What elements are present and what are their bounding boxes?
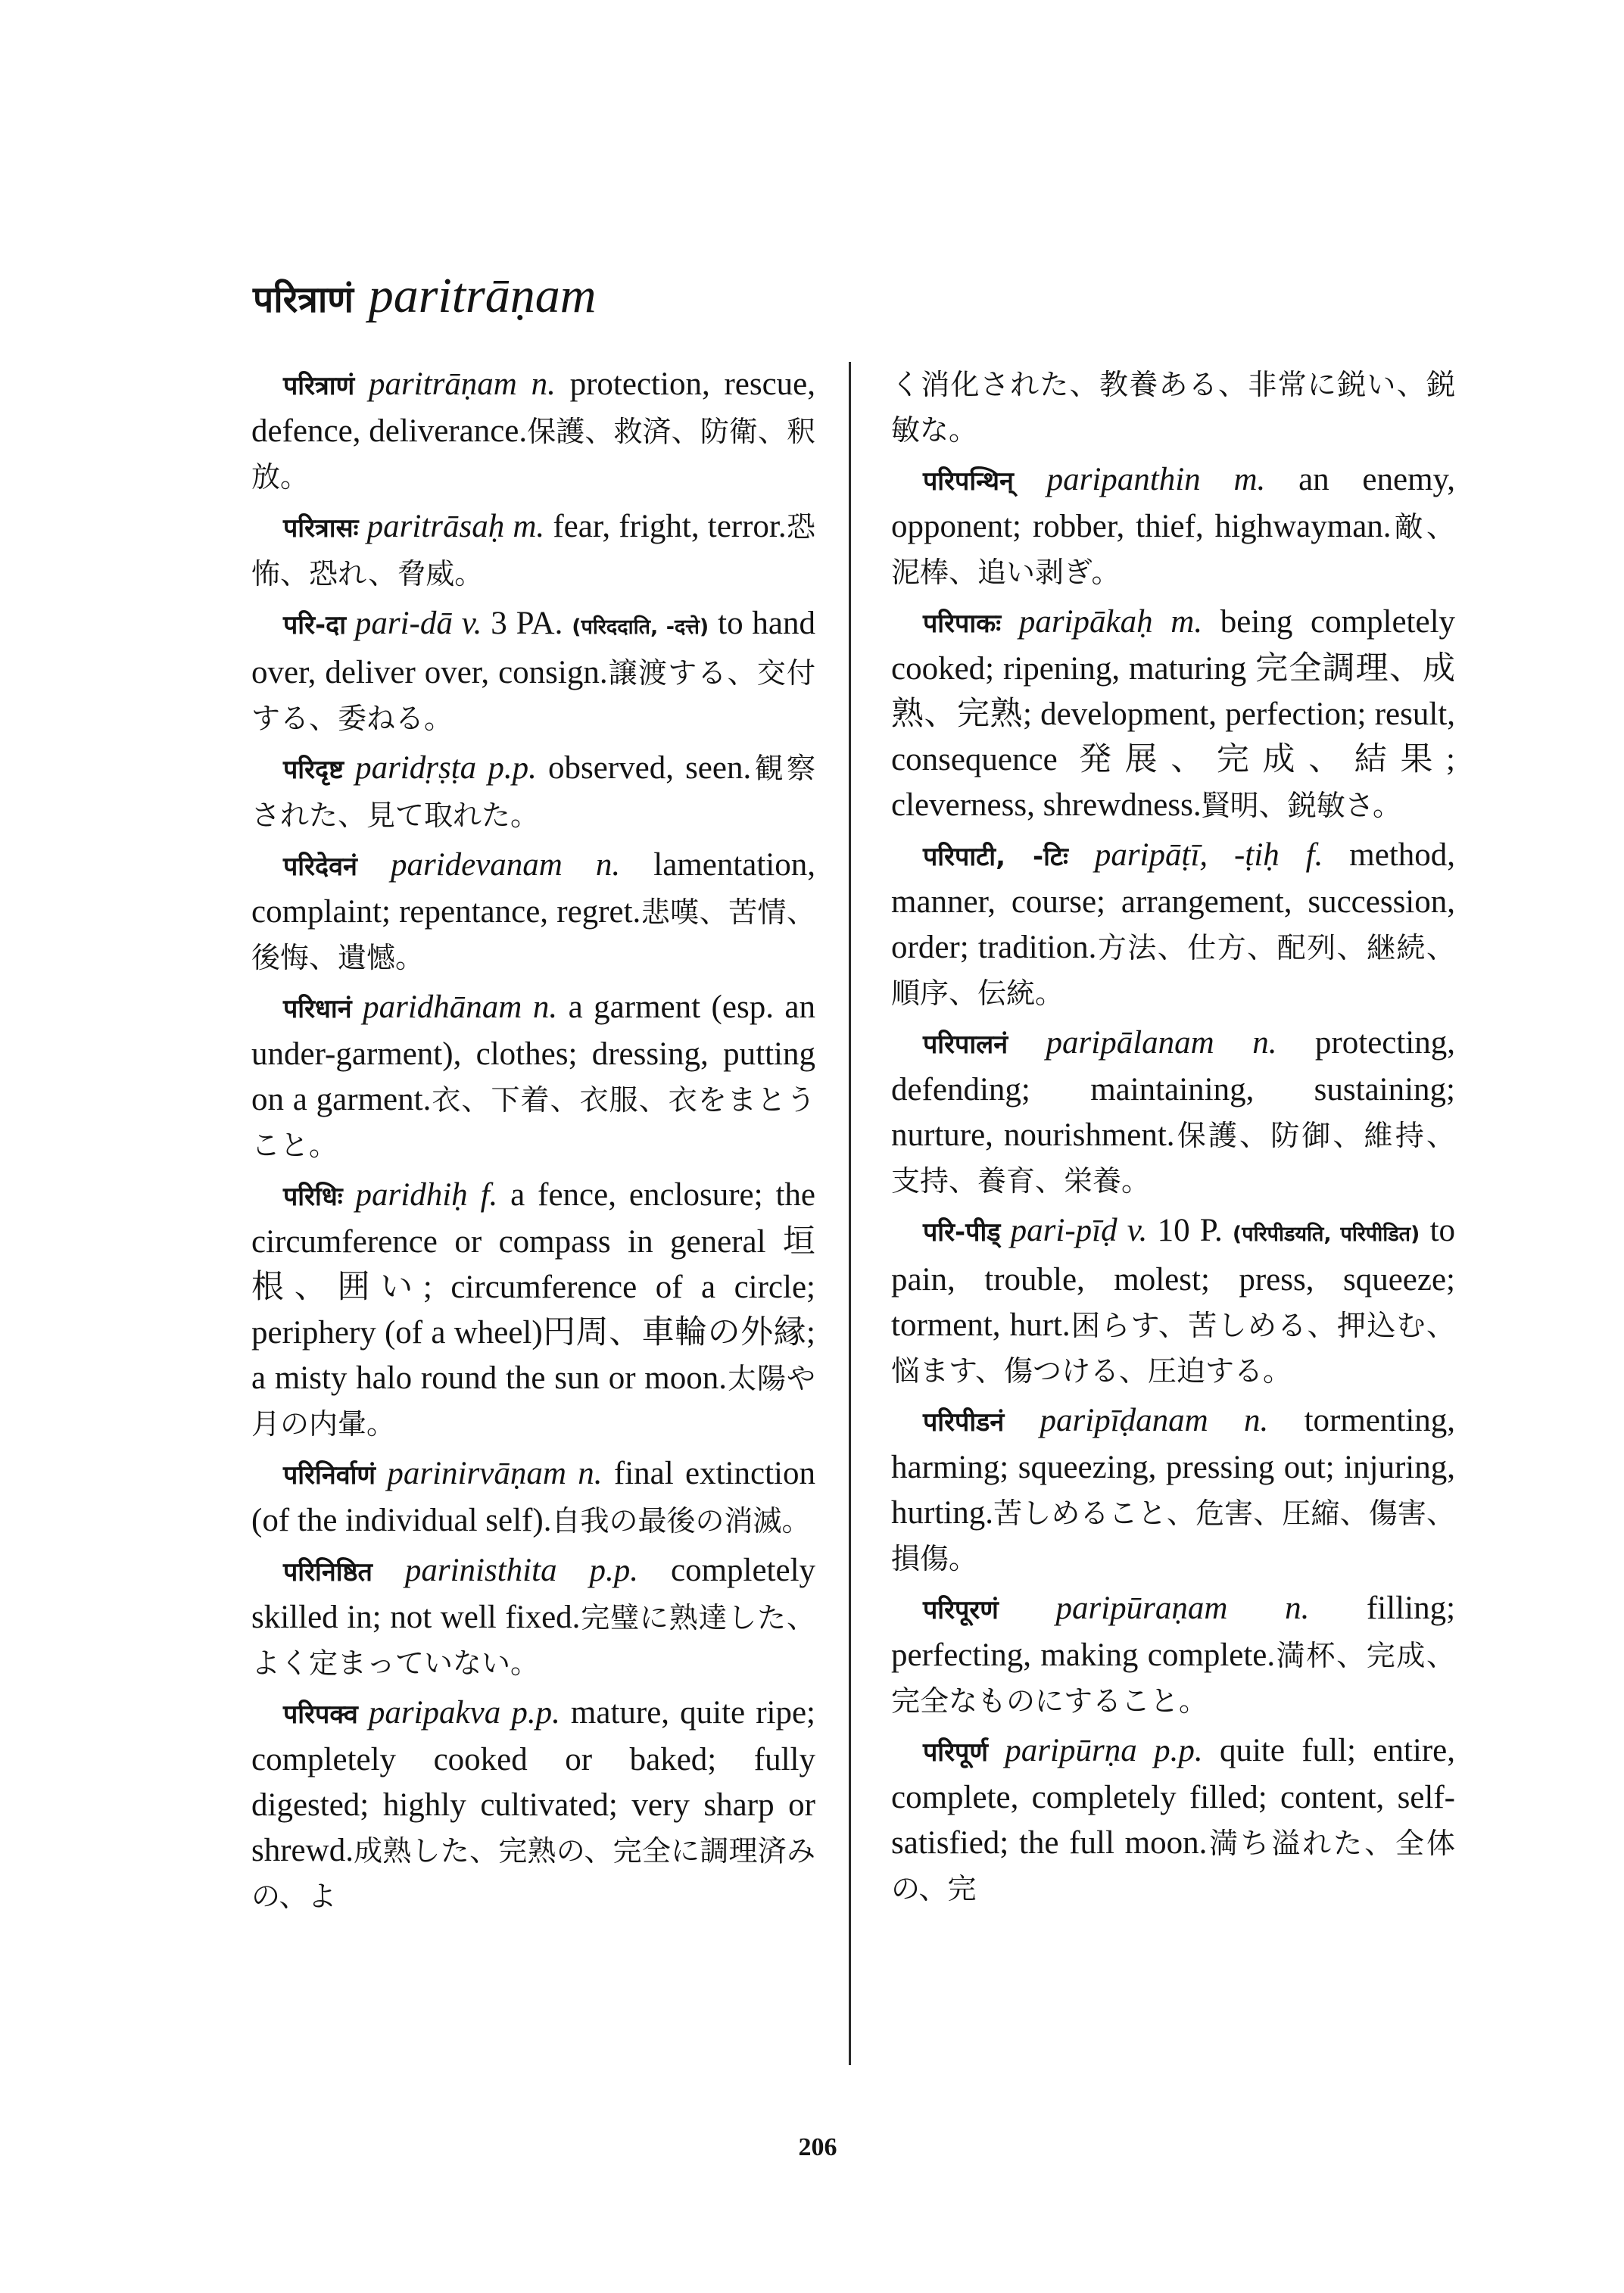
entry-headword: परिपूरणं bbox=[923, 1595, 999, 1625]
entry-japanese-gloss: 観察された、見て取れた。 bbox=[251, 752, 815, 832]
entry-transliteration: paridevanam bbox=[390, 847, 563, 883]
entry-transliteration: paridṛṣṭa bbox=[355, 750, 477, 786]
entry-transliteration: paripāṭī, -ṭiḥ bbox=[1094, 837, 1280, 873]
dictionary-entry bbox=[891, 1208, 1455, 1394]
entry-definition: lamentation, complaint; repentance, regret. bbox=[251, 847, 815, 930]
dictionary-entry bbox=[891, 1586, 1455, 1724]
entry-japanese-gloss: 保護、救済、防衛、釈放。 bbox=[251, 415, 815, 494]
dictionary-entry bbox=[251, 985, 815, 1168]
entry-transliteration: paripīḍanam bbox=[1040, 1403, 1208, 1438]
entry-verb-class: 3 PA. bbox=[491, 606, 563, 641]
entry-part-of-speech: p.p. bbox=[488, 750, 537, 786]
entry-transliteration: paritrāsaḥ bbox=[366, 509, 505, 544]
entry-japanese-gloss: 衣、下着、衣服、衣をまとうこと。 bbox=[251, 1083, 815, 1162]
dictionary-entry bbox=[891, 1398, 1455, 1581]
entry-headword: परिपक्व bbox=[283, 1699, 358, 1730]
entry-definition: filling; perfecting, making complete. bbox=[891, 1590, 1455, 1673]
dictionary-entry bbox=[251, 1451, 815, 1544]
entry-headword: परिपन्थिन् bbox=[923, 466, 1014, 497]
entry-part-of-speech: p.p. bbox=[511, 1695, 560, 1731]
entry-definition: protecting, defending; maintaining, sustaining; nurture, nourishment. bbox=[891, 1025, 1455, 1153]
page-number: 206 bbox=[798, 2133, 837, 2161]
entry-part-of-speech: n. bbox=[1285, 1590, 1310, 1626]
entry-transliteration: paripākaḥ bbox=[1018, 604, 1153, 640]
entry-definition: completely skilled in; not well fixed. bbox=[251, 1553, 815, 1635]
entry-definition: to hand over, deliver over, consign. bbox=[251, 606, 815, 690]
entry-japanese-gloss: 完璧に熟達した、よく定まっていない。 bbox=[251, 1601, 815, 1680]
entry-part-of-speech: n. bbox=[595, 847, 621, 883]
dictionary-entry bbox=[891, 600, 1455, 828]
entry-part-of-speech: n. bbox=[1252, 1025, 1277, 1061]
entry-transliteration: paripālanam bbox=[1046, 1025, 1214, 1061]
entry-headword: परित्रासः bbox=[283, 513, 359, 544]
entry-headword: परिपीडनं bbox=[923, 1407, 1005, 1438]
entry-transliteration: paridhiḥ bbox=[355, 1177, 468, 1213]
entry-definition: mature, quite ripe; completely cooked or baked; fully digested; highly cultivated; very sharp or shrewd. bbox=[251, 1695, 815, 1868]
entry-headword: परिदृष्ट bbox=[283, 755, 344, 785]
entry-part-of-speech: m. bbox=[1233, 462, 1266, 497]
entry-transliteration: paripakva bbox=[368, 1695, 501, 1731]
entry-transliteration: parinirvāṇam bbox=[387, 1456, 566, 1491]
dictionary-entry bbox=[251, 504, 815, 597]
entry-japanese-gloss: 満杯、完成、完全なものにすること。 bbox=[891, 1639, 1455, 1718]
entry-definition: quite full; entire, complete, completely filled; content, self-satisfied; the full moon. bbox=[891, 1733, 1455, 1861]
entry-japanese-gloss: 太陽や月の内暈。 bbox=[251, 1362, 815, 1441]
left-column bbox=[251, 362, 815, 2069]
entry-headword: परि-पीड् bbox=[923, 1217, 1001, 1248]
entry-verb-forms: (परिददाति, -दत्ते) bbox=[572, 615, 709, 639]
entry-japanese-gloss: 苦しめること、危害、圧縮、傷害、損傷。 bbox=[891, 1497, 1455, 1575]
entry-headword: परि-दा bbox=[283, 610, 346, 640]
entry-part-of-speech: f. bbox=[480, 1177, 498, 1213]
entry-headword: परिदेवनं bbox=[283, 852, 357, 882]
entry-definition: a garment (esp. an under-garment), clothes; dressing, putting on a garment. bbox=[251, 989, 815, 1117]
dictionary-entry bbox=[251, 1690, 815, 1919]
entry-definition: tormenting, harming; squeezing, pressing out; injuring, hurting. bbox=[891, 1403, 1455, 1531]
right-column bbox=[891, 362, 1455, 2069]
header-headword-transliteration: paritrāṇam bbox=[368, 268, 597, 323]
entry-verb-class: 10 P. bbox=[1157, 1213, 1223, 1248]
entry-japanese-gloss: 成熟した、完熟の、完全に調理済みの、よ bbox=[251, 1834, 815, 1913]
dictionary-entry bbox=[251, 1173, 815, 1447]
entry-japanese-gloss: 賢明、鋭敏さ。 bbox=[1201, 789, 1402, 822]
entry-definition: protection, rescue, defence, deliverance. bbox=[251, 366, 815, 449]
entry-headword: परिपाकः bbox=[923, 609, 1002, 639]
entry-japanese-gloss: 恐怖、恐れ、脅威。 bbox=[251, 510, 815, 590]
entry-headword: परिपाटी, -टिः bbox=[923, 842, 1068, 872]
entry-verb-forms: (परिपीडयति, परिपीडित) bbox=[1232, 1223, 1420, 1246]
entry-definition: method, manner, course; arrangement, succession, order; tradition. bbox=[891, 837, 1455, 965]
entry-part-of-speech: p.p. bbox=[589, 1553, 639, 1588]
entry-japanese-gloss: く消化された、教養ある、非常に鋭い、鋭敏な。 bbox=[891, 368, 1455, 447]
entry-japanese-gloss: 譲渡する、交付する、委ねる。 bbox=[251, 656, 815, 735]
entry-headword: परिधिः bbox=[283, 1182, 343, 1212]
dictionary-entry bbox=[251, 362, 815, 500]
entry-headword: परिपालनं bbox=[923, 1030, 1008, 1060]
entry-japanese-gloss: 保護、防御、維持、支持、養育、栄養。 bbox=[891, 1119, 1455, 1198]
dictionary-entry bbox=[251, 1548, 815, 1686]
dictionary-entry bbox=[891, 1020, 1455, 1204]
entry-headword: परिनिष्ठित bbox=[283, 1557, 372, 1587]
page-header bbox=[253, 268, 597, 323]
entry-transliteration: paripanthin bbox=[1046, 462, 1201, 497]
header-headword-devanagari: परित्राणं bbox=[253, 279, 354, 321]
entry-japanese-gloss: 困らす、苦しめる、押込む、悩ます、傷つける、圧迫する。 bbox=[891, 1309, 1455, 1388]
dictionary-entry bbox=[251, 601, 815, 741]
dictionary-entry bbox=[251, 843, 815, 980]
entry-headword: परिनिर्वाणं bbox=[283, 1460, 376, 1491]
entry-transliteration: pari-pīḍ bbox=[1010, 1213, 1117, 1248]
dictionary-entry bbox=[891, 1728, 1455, 1911]
entry-part-of-speech: v. bbox=[461, 606, 482, 641]
entry-part-of-speech: m. bbox=[513, 509, 545, 544]
entry-japanese-gloss: 悲嘆、苦情、後悔、遺憾。 bbox=[251, 896, 815, 974]
entry-part-of-speech: p.p. bbox=[1154, 1733, 1203, 1768]
entry-headword: परिपूर्ण bbox=[923, 1737, 988, 1768]
entry-transliteration: paritrāṇam bbox=[368, 366, 517, 402]
entry-transliteration: paridhānam bbox=[363, 989, 522, 1025]
entry-definition: fear, fright, terror. bbox=[553, 509, 787, 544]
entry-definition: to pain, trouble, molest; press, squeeze; torment, hurt. bbox=[891, 1213, 1455, 1343]
entry-part-of-speech: v. bbox=[1127, 1213, 1148, 1248]
column-divider bbox=[849, 362, 851, 2065]
entry-japanese-gloss: 満ち溢れた、全体の、完 bbox=[891, 1827, 1455, 1905]
dictionary-entry bbox=[891, 833, 1455, 1016]
entry-transliteration: pari-dā bbox=[354, 606, 453, 641]
entry-headword: परिधानं bbox=[283, 994, 352, 1024]
entry-transliteration: paripūraṇam bbox=[1055, 1590, 1228, 1626]
dictionary-entry bbox=[891, 362, 1455, 453]
entry-transliteration: parinisthita bbox=[404, 1553, 557, 1588]
dictionary-entry bbox=[251, 746, 815, 838]
entry-japanese-gloss: 敵、泥棒、追い剥ぎ。 bbox=[891, 510, 1455, 589]
entry-definition: final extinction (of the individual self). bbox=[251, 1456, 815, 1538]
entry-japanese-gloss: 自我の最後の消滅。 bbox=[551, 1504, 811, 1537]
entry-definition: being completely cooked; ripening, maturing 完全調理、成熟、完熟; development, perfection; result, consequence 発展、完成、結果; cleverness, shrewdness. bbox=[891, 604, 1455, 823]
entry-definition: a fence, enclosure; the circumference or compass in general 垣根、囲い; circumference of a circle; periphery (of a wheel)円周、車輪の外縁; a misty halo round the sun or moon. bbox=[251, 1177, 815, 1396]
entry-part-of-speech: n. bbox=[532, 989, 558, 1025]
entry-japanese-gloss: 方法、仕方、配列、継続、順序、伝統。 bbox=[891, 931, 1455, 1010]
entry-part-of-speech: n. bbox=[1244, 1403, 1269, 1438]
entry-part-of-speech: n. bbox=[578, 1456, 603, 1491]
entry-part-of-speech: m. bbox=[1170, 604, 1203, 640]
entry-definition: observed, seen. bbox=[547, 750, 752, 786]
entry-transliteration: paripūrṇa bbox=[1005, 1733, 1137, 1768]
entry-part-of-speech: f. bbox=[1305, 837, 1323, 873]
entry-definition: an enemy, opponent; robber, thief, highwayman. bbox=[891, 462, 1455, 544]
entry-part-of-speech: n. bbox=[531, 366, 556, 402]
entry-headword: परित्राणं bbox=[283, 371, 355, 401]
dictionary-entry bbox=[891, 457, 1455, 595]
